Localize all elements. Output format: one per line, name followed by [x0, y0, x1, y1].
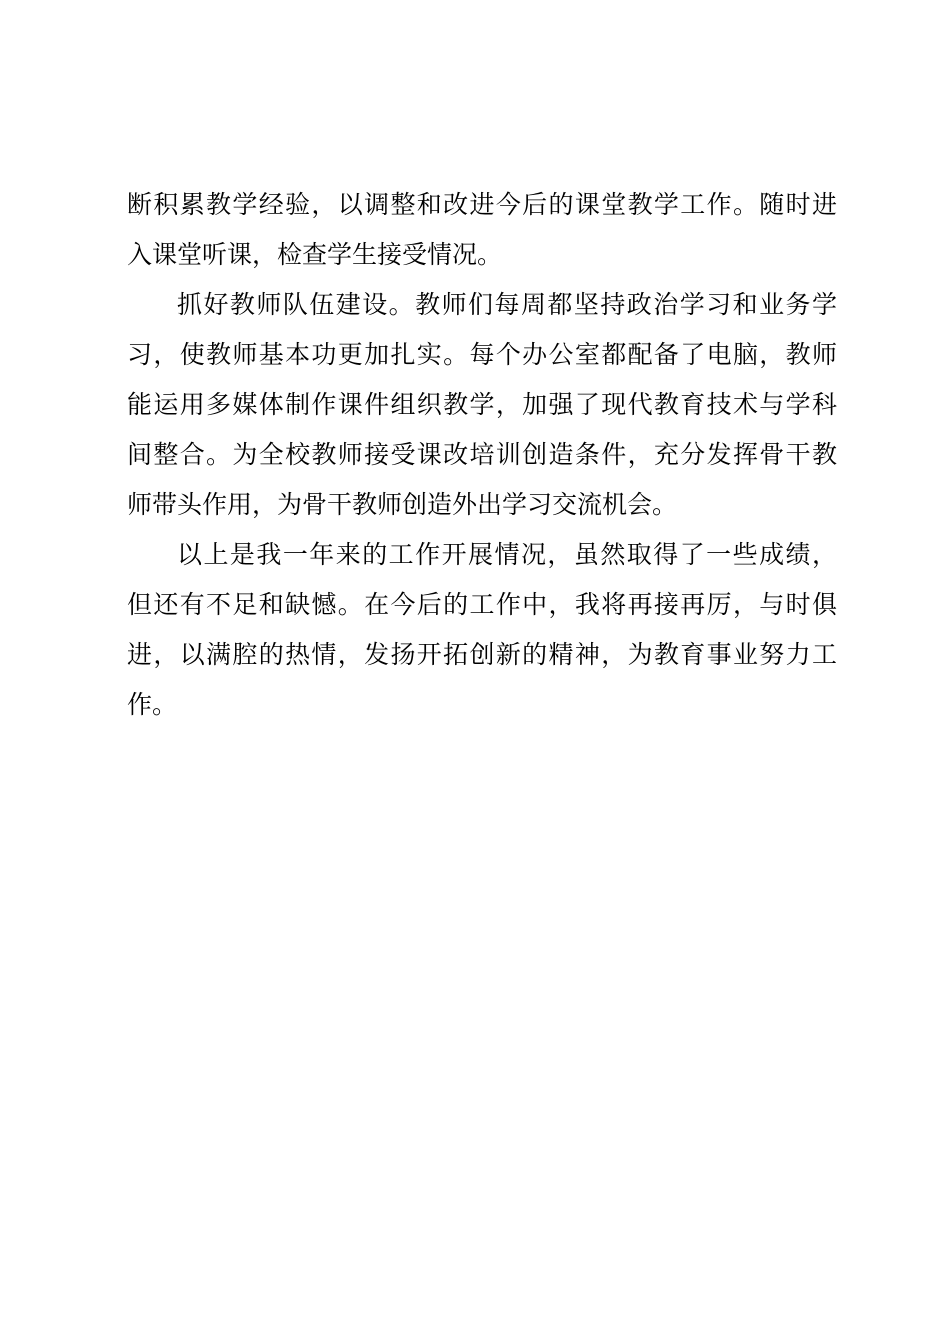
paragraph-2-line-3: 能运用多媒体制作课件组织教学，加强了现代教育技术与学科: [127, 390, 837, 419]
paragraph-3-line-3: 进，以满腔的热情，发扬开拓创新的精神，为教育事业努力工: [127, 640, 837, 669]
paragraph-2-line-2: 习，使教师基本功更加扎实。每个办公室都配备了电脑，教师: [127, 340, 837, 369]
paragraph-3-line-4: 作。: [127, 690, 178, 719]
paragraph-2-line-1: 抓好教师队伍建设。教师们每周都坚持政治学习和业务学: [177, 290, 837, 319]
paragraph-3-line-2: 但还有不足和缺憾。在今后的工作中，我将再接再厉，与时俱: [127, 590, 837, 619]
paragraph-1-line-1: 断积累教学经验，以调整和改进今后的课堂教学工作。随时进: [127, 190, 837, 219]
paragraph-2-line-5: 师带头作用，为骨干教师创造外出学习交流机会。: [127, 490, 678, 519]
document-body: [127, 180, 837, 730]
paragraph-3-line-1: 以上是我一年来的工作开展情况，虽然取得了一些成绩，: [177, 540, 837, 569]
paragraph-1-line-2: 入课堂听课，检查学生接受情况。: [127, 240, 503, 269]
paragraph-2-line-4: 间整合。为全校教师接受课改培训创造条件，充分发挥骨干教: [127, 440, 837, 469]
